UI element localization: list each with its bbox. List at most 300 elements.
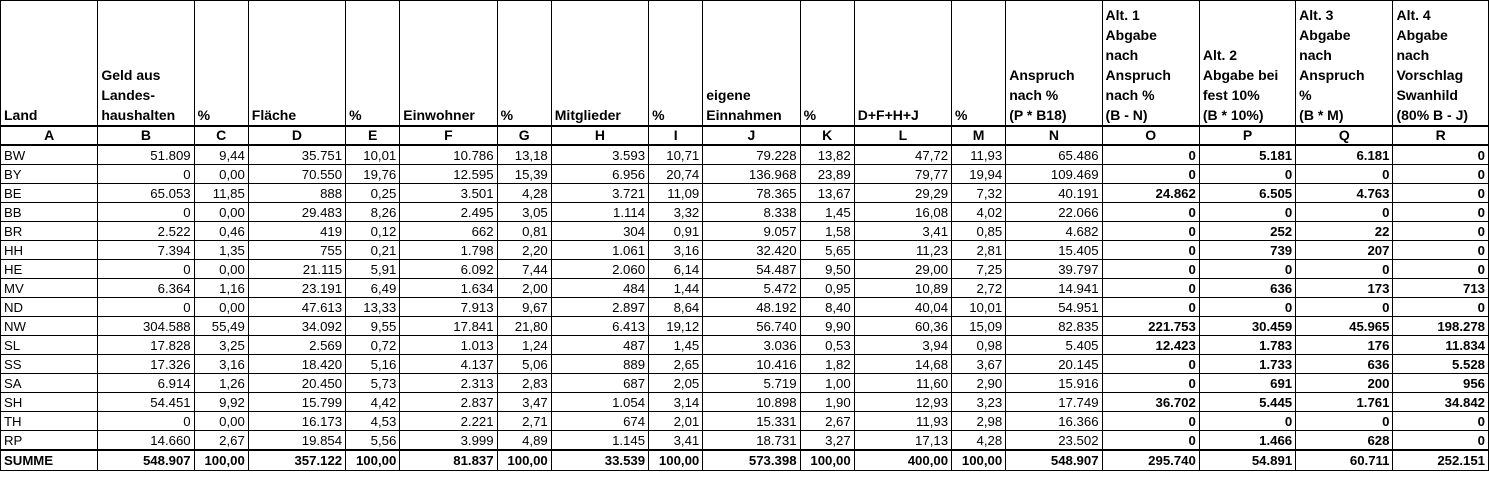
value-cell[interactable]: 10,01 — [952, 298, 1006, 317]
land-cell[interactable]: SA — [1, 374, 98, 393]
value-cell[interactable]: 45.965 — [1296, 317, 1393, 336]
value-cell[interactable]: 0 — [1393, 431, 1489, 451]
value-cell[interactable]: 17.841 — [400, 317, 497, 336]
value-cell[interactable]: 9,90 — [800, 317, 854, 336]
value-cell[interactable]: 0,46 — [194, 222, 248, 241]
land-cell[interactable]: MV — [1, 279, 98, 298]
land-cell[interactable]: NW — [1, 317, 98, 336]
value-cell[interactable]: 1.466 — [1199, 431, 1295, 451]
value-cell[interactable]: 15,39 — [497, 165, 551, 184]
value-cell[interactable]: 0,21 — [346, 241, 400, 260]
value-cell[interactable]: 60,36 — [854, 317, 951, 336]
value-cell[interactable]: 17.326 — [98, 355, 194, 374]
column-letter-f[interactable]: F — [400, 126, 497, 145]
land-cell[interactable]: HH — [1, 241, 98, 260]
value-cell[interactable]: 21.115 — [248, 260, 345, 279]
value-cell[interactable]: 2,00 — [497, 279, 551, 298]
value-cell[interactable]: 3,16 — [649, 241, 703, 260]
value-cell[interactable]: 9,50 — [800, 260, 854, 279]
value-cell[interactable]: 1,26 — [194, 374, 248, 393]
value-cell[interactable]: 10.898 — [703, 393, 800, 412]
value-cell[interactable]: 0 — [1102, 203, 1199, 222]
value-cell[interactable]: 3.721 — [551, 184, 648, 203]
column-header-j[interactable] — [703, 1, 800, 127]
value-cell[interactable]: 3,16 — [194, 355, 248, 374]
land-cell[interactable]: SS — [1, 355, 98, 374]
value-cell[interactable]: 11,60 — [854, 374, 951, 393]
value-cell[interactable]: 15.916 — [1006, 374, 1102, 393]
land-cell[interactable]: SH — [1, 393, 98, 412]
value-cell[interactable]: 5,06 — [497, 355, 551, 374]
column-header-g[interactable] — [497, 1, 551, 127]
value-cell[interactable]: 5,16 — [346, 355, 400, 374]
value-cell[interactable]: 0 — [1102, 260, 1199, 279]
value-cell[interactable]: 4.682 — [1006, 222, 1102, 241]
value-cell[interactable]: 2.837 — [400, 393, 497, 412]
value-cell[interactable]: 0 — [1393, 165, 1489, 184]
value-cell[interactable]: 0 — [1393, 241, 1489, 260]
value-cell[interactable]: 2,05 — [649, 374, 703, 393]
value-cell[interactable]: 3,14 — [649, 393, 703, 412]
value-cell[interactable]: 1,24 — [497, 336, 551, 355]
value-cell[interactable]: 11,85 — [194, 184, 248, 203]
value-cell[interactable]: 6,14 — [649, 260, 703, 279]
value-cell[interactable]: 54.487 — [703, 260, 800, 279]
column-letter-r[interactable]: R — [1393, 126, 1489, 145]
value-cell[interactable]: 24.862 — [1102, 184, 1199, 203]
value-cell[interactable]: 2,20 — [497, 241, 551, 260]
value-cell[interactable]: 739 — [1199, 241, 1295, 260]
value-cell[interactable]: 3,94 — [854, 336, 951, 355]
value-cell[interactable]: 2.522 — [98, 222, 194, 241]
value-cell[interactable]: 20.450 — [248, 374, 345, 393]
value-cell[interactable]: 7.913 — [400, 298, 497, 317]
value-cell[interactable]: 8,40 — [800, 298, 854, 317]
column-letter-g[interactable]: G — [497, 126, 551, 145]
column-header-b[interactable] — [98, 1, 194, 127]
value-cell[interactable]: 3,67 — [952, 355, 1006, 374]
value-cell[interactable]: 0 — [1199, 165, 1295, 184]
value-cell[interactable]: 0 — [1102, 355, 1199, 374]
value-cell[interactable]: 0 — [1393, 145, 1489, 165]
value-cell[interactable]: 9,67 — [497, 298, 551, 317]
value-cell[interactable]: 55,49 — [194, 317, 248, 336]
value-cell[interactable]: 0,00 — [194, 203, 248, 222]
value-cell[interactable]: 0 — [1296, 412, 1393, 431]
value-cell[interactable]: 0 — [98, 260, 194, 279]
column-header-i[interactable] — [649, 1, 703, 127]
value-cell[interactable]: 3,41 — [854, 222, 951, 241]
value-cell[interactable]: 0 — [1393, 298, 1489, 317]
column-header-r[interactable] — [1393, 1, 1489, 127]
value-cell[interactable]: 0 — [98, 165, 194, 184]
value-cell[interactable]: 40.191 — [1006, 184, 1102, 203]
column-letter-b[interactable]: B — [98, 126, 194, 145]
column-header-l[interactable] — [854, 1, 951, 127]
value-cell[interactable]: 65.053 — [98, 184, 194, 203]
value-cell[interactable]: 3.501 — [400, 184, 497, 203]
value-cell[interactable]: 17.749 — [1006, 393, 1102, 412]
value-cell[interactable]: 19,76 — [346, 165, 400, 184]
value-cell[interactable]: 0 — [1199, 298, 1295, 317]
value-cell[interactable]: 8.338 — [703, 203, 800, 222]
value-cell[interactable]: 54.451 — [98, 393, 194, 412]
value-cell[interactable]: 0 — [98, 412, 194, 431]
total-cell[interactable]: 54.891 — [1199, 450, 1295, 471]
column-header-m[interactable] — [952, 1, 1006, 127]
total-cell[interactable]: 548.907 — [98, 450, 194, 471]
value-cell[interactable]: 3,27 — [800, 431, 854, 451]
value-cell[interactable]: 10,89 — [854, 279, 951, 298]
value-cell[interactable]: 29,00 — [854, 260, 951, 279]
value-cell[interactable]: 6,49 — [346, 279, 400, 298]
value-cell[interactable]: 7.394 — [98, 241, 194, 260]
value-cell[interactable]: 2.221 — [400, 412, 497, 431]
value-cell[interactable]: 15,09 — [952, 317, 1006, 336]
value-cell[interactable]: 0 — [1199, 260, 1295, 279]
value-cell[interactable]: 6.505 — [1199, 184, 1295, 203]
value-cell[interactable]: 0 — [1296, 165, 1393, 184]
value-cell[interactable]: 1,82 — [800, 355, 854, 374]
value-cell[interactable]: 1,00 — [800, 374, 854, 393]
value-cell[interactable]: 8,26 — [346, 203, 400, 222]
value-cell[interactable]: 15.405 — [1006, 241, 1102, 260]
value-cell[interactable]: 0,72 — [346, 336, 400, 355]
value-cell[interactable]: 713 — [1393, 279, 1489, 298]
value-cell[interactable]: 1,90 — [800, 393, 854, 412]
value-cell[interactable]: 0 — [1102, 412, 1199, 431]
value-cell[interactable]: 23.502 — [1006, 431, 1102, 451]
value-cell[interactable]: 1.761 — [1296, 393, 1393, 412]
column-header-a[interactable] — [1, 1, 98, 127]
value-cell[interactable]: 2.897 — [551, 298, 648, 317]
value-cell[interactable]: 23.191 — [248, 279, 345, 298]
value-cell[interactable]: 12,93 — [854, 393, 951, 412]
land-cell[interactable]: ND — [1, 298, 98, 317]
column-letter-h[interactable]: H — [551, 126, 648, 145]
value-cell[interactable]: 4.137 — [400, 355, 497, 374]
value-cell[interactable]: 487 — [551, 336, 648, 355]
value-cell[interactable]: 30.459 — [1199, 317, 1295, 336]
value-cell[interactable]: 1.733 — [1199, 355, 1295, 374]
value-cell[interactable]: 0,00 — [194, 165, 248, 184]
total-cell[interactable]: 295.740 — [1102, 450, 1199, 471]
value-cell[interactable]: 78.365 — [703, 184, 800, 203]
value-cell[interactable]: 19.854 — [248, 431, 345, 451]
value-cell[interactable]: 11,23 — [854, 241, 951, 260]
value-cell[interactable]: 22.066 — [1006, 203, 1102, 222]
value-cell[interactable]: 0 — [1393, 184, 1489, 203]
column-letter-o[interactable]: O — [1102, 126, 1199, 145]
value-cell[interactable]: 34.842 — [1393, 393, 1489, 412]
value-cell[interactable]: 956 — [1393, 374, 1489, 393]
value-cell[interactable]: 1.145 — [551, 431, 648, 451]
total-cell[interactable]: 33.539 — [551, 450, 648, 471]
land-cell[interactable]: TH — [1, 412, 98, 431]
value-cell[interactable]: 0 — [1102, 279, 1199, 298]
land-cell[interactable]: BR — [1, 222, 98, 241]
value-cell[interactable]: 7,44 — [497, 260, 551, 279]
value-cell[interactable]: 662 — [400, 222, 497, 241]
value-cell[interactable]: 16,08 — [854, 203, 951, 222]
value-cell[interactable]: 10.416 — [703, 355, 800, 374]
total-cell[interactable]: 252.151 — [1393, 450, 1489, 471]
value-cell[interactable]: 1.783 — [1199, 336, 1295, 355]
value-cell[interactable]: 889 — [551, 355, 648, 374]
value-cell[interactable]: 11,09 — [649, 184, 703, 203]
value-cell[interactable]: 47,72 — [854, 145, 951, 165]
value-cell[interactable]: 0,53 — [800, 336, 854, 355]
column-header-n[interactable] — [1006, 1, 1102, 127]
land-cell[interactable]: BY — [1, 165, 98, 184]
value-cell[interactable]: 47.613 — [248, 298, 345, 317]
value-cell[interactable]: 674 — [551, 412, 648, 431]
value-cell[interactable]: 12.423 — [1102, 336, 1199, 355]
land-cell[interactable]: SL — [1, 336, 98, 355]
value-cell[interactable]: 1,16 — [194, 279, 248, 298]
total-label[interactable]: SUMME — [1, 450, 98, 471]
column-header-o[interactable] — [1102, 1, 1199, 127]
value-cell[interactable]: 19,12 — [649, 317, 703, 336]
land-cell[interactable]: BB — [1, 203, 98, 222]
column-header-f[interactable] — [400, 1, 497, 127]
total-cell[interactable]: 81.837 — [400, 450, 497, 471]
value-cell[interactable]: 628 — [1296, 431, 1393, 451]
value-cell[interactable]: 4,02 — [952, 203, 1006, 222]
value-cell[interactable]: 5,56 — [346, 431, 400, 451]
value-cell[interactable]: 40,04 — [854, 298, 951, 317]
value-cell[interactable]: 20,74 — [649, 165, 703, 184]
value-cell[interactable]: 3.036 — [703, 336, 800, 355]
value-cell[interactable]: 13,82 — [800, 145, 854, 165]
value-cell[interactable]: 2.060 — [551, 260, 648, 279]
value-cell[interactable]: 39.797 — [1006, 260, 1102, 279]
column-header-q[interactable] — [1296, 1, 1393, 127]
value-cell[interactable]: 0 — [1393, 222, 1489, 241]
value-cell[interactable]: 2,72 — [952, 279, 1006, 298]
value-cell[interactable]: 11.834 — [1393, 336, 1489, 355]
column-letter-d[interactable]: D — [248, 126, 345, 145]
value-cell[interactable]: 3.593 — [551, 145, 648, 165]
value-cell[interactable]: 6.092 — [400, 260, 497, 279]
value-cell[interactable]: 3,41 — [649, 431, 703, 451]
value-cell[interactable]: 19,94 — [952, 165, 1006, 184]
value-cell[interactable]: 0 — [1296, 298, 1393, 317]
value-cell[interactable]: 0,81 — [497, 222, 551, 241]
value-cell[interactable]: 0 — [1102, 431, 1199, 451]
value-cell[interactable]: 9,55 — [346, 317, 400, 336]
total-cell[interactable]: 100,00 — [194, 450, 248, 471]
value-cell[interactable]: 51.809 — [98, 145, 194, 165]
value-cell[interactable]: 7,25 — [952, 260, 1006, 279]
value-cell[interactable]: 17.828 — [98, 336, 194, 355]
value-cell[interactable]: 48.192 — [703, 298, 800, 317]
value-cell[interactable]: 1.114 — [551, 203, 648, 222]
value-cell[interactable]: 176 — [1296, 336, 1393, 355]
total-cell[interactable]: 100,00 — [952, 450, 1006, 471]
value-cell[interactable]: 9,92 — [194, 393, 248, 412]
value-cell[interactable]: 691 — [1199, 374, 1295, 393]
value-cell[interactable]: 2,67 — [194, 431, 248, 451]
value-cell[interactable]: 15.331 — [703, 412, 800, 431]
value-cell[interactable]: 4,28 — [497, 184, 551, 203]
value-cell[interactable]: 1.061 — [551, 241, 648, 260]
value-cell[interactable]: 2.569 — [248, 336, 345, 355]
value-cell[interactable]: 79.228 — [703, 145, 800, 165]
value-cell[interactable]: 0,98 — [952, 336, 1006, 355]
column-letter-k[interactable]: K — [800, 126, 854, 145]
value-cell[interactable]: 6.364 — [98, 279, 194, 298]
value-cell[interactable]: 0 — [1296, 203, 1393, 222]
value-cell[interactable]: 1.054 — [551, 393, 648, 412]
total-cell[interactable]: 100,00 — [800, 450, 854, 471]
value-cell[interactable]: 6.413 — [551, 317, 648, 336]
value-cell[interactable]: 20.145 — [1006, 355, 1102, 374]
total-cell[interactable]: 548.907 — [1006, 450, 1102, 471]
value-cell[interactable]: 636 — [1296, 355, 1393, 374]
value-cell[interactable]: 12.595 — [400, 165, 497, 184]
value-cell[interactable]: 419 — [248, 222, 345, 241]
value-cell[interactable]: 888 — [248, 184, 345, 203]
value-cell[interactable]: 17,13 — [854, 431, 951, 451]
value-cell[interactable]: 3,05 — [497, 203, 551, 222]
value-cell[interactable]: 2,81 — [952, 241, 1006, 260]
value-cell[interactable]: 5.181 — [1199, 145, 1295, 165]
value-cell[interactable]: 2,90 — [952, 374, 1006, 393]
value-cell[interactable]: 0 — [1102, 165, 1199, 184]
value-cell[interactable]: 4.763 — [1296, 184, 1393, 203]
value-cell[interactable]: 0 — [1102, 222, 1199, 241]
value-cell[interactable]: 0 — [1102, 241, 1199, 260]
value-cell[interactable]: 70.550 — [248, 165, 345, 184]
value-cell[interactable]: 221.753 — [1102, 317, 1199, 336]
value-cell[interactable]: 0 — [1199, 203, 1295, 222]
value-cell[interactable]: 5.405 — [1006, 336, 1102, 355]
value-cell[interactable]: 22 — [1296, 222, 1393, 241]
value-cell[interactable]: 13,33 — [346, 298, 400, 317]
land-cell[interactable]: RP — [1, 431, 98, 451]
value-cell[interactable]: 65.486 — [1006, 145, 1102, 165]
value-cell[interactable]: 10,71 — [649, 145, 703, 165]
column-letter-p[interactable]: P — [1199, 126, 1295, 145]
value-cell[interactable]: 15.799 — [248, 393, 345, 412]
total-cell[interactable]: 100,00 — [497, 450, 551, 471]
value-cell[interactable]: 2,71 — [497, 412, 551, 431]
value-cell[interactable]: 14,68 — [854, 355, 951, 374]
column-letter-a[interactable]: A — [1, 126, 98, 145]
value-cell[interactable]: 2,98 — [952, 412, 1006, 431]
value-cell[interactable]: 34.092 — [248, 317, 345, 336]
column-header-h[interactable] — [551, 1, 648, 127]
value-cell[interactable]: 2,65 — [649, 355, 703, 374]
column-header-e[interactable] — [346, 1, 400, 127]
value-cell[interactable]: 0,95 — [800, 279, 854, 298]
total-cell[interactable]: 400,00 — [854, 450, 951, 471]
column-letter-l[interactable]: L — [854, 126, 951, 145]
value-cell[interactable]: 3,32 — [649, 203, 703, 222]
value-cell[interactable]: 5,91 — [346, 260, 400, 279]
value-cell[interactable]: 0,25 — [346, 184, 400, 203]
land-cell[interactable]: BW — [1, 145, 98, 165]
value-cell[interactable]: 198.278 — [1393, 317, 1489, 336]
value-cell[interactable]: 0,91 — [649, 222, 703, 241]
value-cell[interactable]: 687 — [551, 374, 648, 393]
column-header-c[interactable] — [194, 1, 248, 127]
value-cell[interactable]: 29.483 — [248, 203, 345, 222]
column-header-p[interactable] — [1199, 1, 1295, 127]
value-cell[interactable]: 5.528 — [1393, 355, 1489, 374]
value-cell[interactable]: 109.469 — [1006, 165, 1102, 184]
value-cell[interactable]: 0 — [1102, 298, 1199, 317]
column-letter-n[interactable]: N — [1006, 126, 1102, 145]
value-cell[interactable]: 0 — [1393, 412, 1489, 431]
value-cell[interactable]: 0 — [1393, 260, 1489, 279]
value-cell[interactable]: 252 — [1199, 222, 1295, 241]
column-header-d[interactable] — [248, 1, 345, 127]
value-cell[interactable]: 16.173 — [248, 412, 345, 431]
value-cell[interactable]: 5,73 — [346, 374, 400, 393]
value-cell[interactable]: 304.588 — [98, 317, 194, 336]
value-cell[interactable]: 3,47 — [497, 393, 551, 412]
value-cell[interactable]: 636 — [1199, 279, 1295, 298]
value-cell[interactable]: 13,67 — [800, 184, 854, 203]
value-cell[interactable]: 5.472 — [703, 279, 800, 298]
value-cell[interactable]: 173 — [1296, 279, 1393, 298]
land-cell[interactable]: BE — [1, 184, 98, 203]
value-cell[interactable]: 0,12 — [346, 222, 400, 241]
total-cell[interactable]: 60.711 — [1296, 450, 1393, 471]
column-letter-e[interactable]: E — [346, 126, 400, 145]
value-cell[interactable]: 0 — [1199, 412, 1295, 431]
value-cell[interactable]: 0 — [1102, 145, 1199, 165]
value-cell[interactable]: 5.719 — [703, 374, 800, 393]
value-cell[interactable]: 0,00 — [194, 260, 248, 279]
land-cell[interactable]: HE — [1, 260, 98, 279]
value-cell[interactable]: 11,93 — [952, 145, 1006, 165]
value-cell[interactable]: 1,58 — [800, 222, 854, 241]
value-cell[interactable]: 0 — [1102, 374, 1199, 393]
value-cell[interactable]: 3,25 — [194, 336, 248, 355]
value-cell[interactable]: 207 — [1296, 241, 1393, 260]
value-cell[interactable]: 10,01 — [346, 145, 400, 165]
value-cell[interactable]: 0,85 — [952, 222, 1006, 241]
column-letter-q[interactable]: Q — [1296, 126, 1393, 145]
value-cell[interactable]: 82.835 — [1006, 317, 1102, 336]
column-header-k[interactable] — [800, 1, 854, 127]
value-cell[interactable]: 755 — [248, 241, 345, 260]
value-cell[interactable]: 0,00 — [194, 298, 248, 317]
value-cell[interactable]: 2.495 — [400, 203, 497, 222]
value-cell[interactable]: 3,23 — [952, 393, 1006, 412]
value-cell[interactable]: 5,65 — [800, 241, 854, 260]
value-cell[interactable]: 1.634 — [400, 279, 497, 298]
column-letter-j[interactable]: J — [703, 126, 800, 145]
value-cell[interactable]: 8,64 — [649, 298, 703, 317]
value-cell[interactable]: 21,80 — [497, 317, 551, 336]
value-cell[interactable]: 9,44 — [194, 145, 248, 165]
value-cell[interactable]: 54.951 — [1006, 298, 1102, 317]
value-cell[interactable]: 4,28 — [952, 431, 1006, 451]
value-cell[interactable]: 79,77 — [854, 165, 951, 184]
column-letter-c[interactable]: C — [194, 126, 248, 145]
value-cell[interactable]: 29,29 — [854, 184, 951, 203]
value-cell[interactable]: 23,89 — [800, 165, 854, 184]
value-cell[interactable]: 14.660 — [98, 431, 194, 451]
value-cell[interactable]: 4,89 — [497, 431, 551, 451]
total-cell[interactable]: 100,00 — [346, 450, 400, 471]
value-cell[interactable]: 13,18 — [497, 145, 551, 165]
value-cell[interactable]: 36.702 — [1102, 393, 1199, 412]
